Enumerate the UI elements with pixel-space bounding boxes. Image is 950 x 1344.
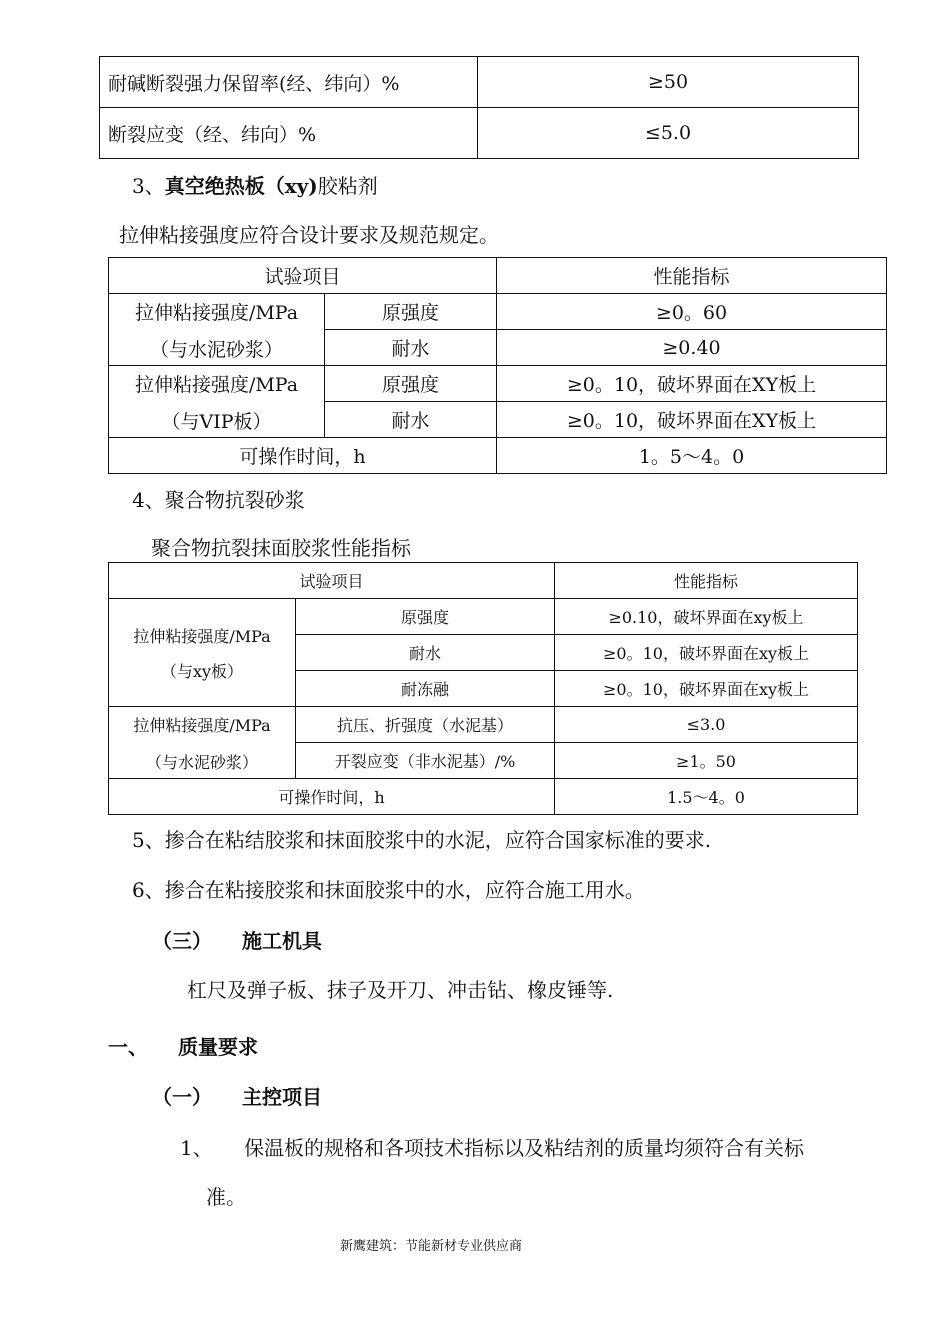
section-4-description: 聚合物抗裂抹面胶浆性能指标 <box>151 536 411 560</box>
sub-item-cell: 耐冻融 <box>296 671 555 707</box>
adhesive-performance-table <box>108 257 887 474</box>
section-number: 3、 <box>132 174 165 198</box>
table-cell: 耐碱断裂强力保留率(经、纬向）% <box>100 57 478 108</box>
op-time-value-cell: 1。5～4。0 <box>497 438 887 474</box>
op-time-label-cell: 可操作时间，h <box>109 779 555 815</box>
value-cell: ≥1。50 <box>555 743 858 779</box>
group-label-line: （与xy板） <box>160 661 244 681</box>
group-label-cell <box>109 366 325 438</box>
group-label-line: （与VIP板） <box>161 410 272 433</box>
paragraph-6: 6、掺合在粘接胶浆和抹面胶浆中的水，应符合施工用水。 <box>132 878 645 902</box>
group-label-line: （与水泥砂浆） <box>145 752 258 772</box>
group-label-cell <box>109 599 296 707</box>
value-cell: ≥0.40 <box>497 330 887 366</box>
table-row <box>100 57 859 108</box>
header-cell-performance: 性能指标 <box>555 563 858 599</box>
table-cell: ≤5.0 <box>478 108 859 159</box>
header-cell-performance: 性能指标 <box>497 258 887 294</box>
table-row <box>109 779 858 815</box>
op-time-value-cell: 1.5～4。0 <box>555 779 858 815</box>
subsection-number: （三） <box>152 929 212 953</box>
value-cell: ≥0。10，破坏界面在xy板上 <box>555 671 858 707</box>
sub-item-cell: 原强度 <box>325 366 497 402</box>
table-row <box>109 707 858 743</box>
header-cell-item: 试验项目 <box>109 563 555 599</box>
value-cell: ≥0。10，破坏界面在XY板上 <box>497 366 887 402</box>
section-3-heading <box>132 170 378 199</box>
table-row <box>109 599 858 635</box>
table-row <box>100 108 859 159</box>
group-label-line: 拉伸粘接强度/MPa <box>134 373 299 396</box>
tools-paragraph: 杠尺及弹子板、抹子及开刀、冲击钻、橡皮锤等. <box>187 978 614 1002</box>
subsection-title: 主控项目 <box>242 1085 322 1109</box>
sub-item-cell: 耐水 <box>296 635 555 671</box>
table-row <box>109 366 887 402</box>
table-header-row <box>109 258 887 294</box>
chapter-title: 质量要求 <box>178 1035 258 1059</box>
table-row <box>109 438 887 474</box>
table-cell: 断裂应变（经、纬向）% <box>100 108 478 159</box>
sub-item-cell: 开裂应变（非水泥基）/% <box>296 743 555 779</box>
group-label-cell <box>109 707 296 779</box>
header-cell-item: 试验项目 <box>109 258 497 294</box>
sub-item-cell: 耐水 <box>325 402 497 438</box>
sub-item-cell: 抗压、折强度（水泥基） <box>296 707 555 743</box>
chapter-number: 一、 <box>108 1035 148 1059</box>
group-label-cell <box>109 294 325 366</box>
item-1-line-1: 保温板的规格和各项技术指标以及粘结剂的质量均须符合有关标 <box>244 1136 804 1160</box>
chapter-1-heading <box>108 1031 258 1060</box>
op-time-label-cell: 可操作时间，h <box>109 438 497 474</box>
sub-item-cell: 原强度 <box>296 599 555 635</box>
page-footer: 新鹰建筑：节能新材专业供应商 <box>340 1239 523 1254</box>
group-label-line: 拉伸粘接强度/MPa <box>134 301 299 324</box>
value-cell: ≥0。10，破坏界面在xy板上 <box>555 635 858 671</box>
value-cell: ≥0。10，破坏界面在XY板上 <box>497 402 887 438</box>
item-1-number: 1、 <box>180 1136 213 1160</box>
item-1-line-2: 准。 <box>206 1185 246 1209</box>
material-spec-table <box>99 56 859 159</box>
sub-item-cell: 原强度 <box>325 294 497 330</box>
table-header-row <box>109 563 858 599</box>
table-cell: ≥50 <box>478 57 859 108</box>
sub-item-cell: 耐水 <box>325 330 497 366</box>
group-label-line: 拉伸粘接强度/MPa <box>133 715 271 735</box>
paragraph-5: 5、掺合在粘结胶浆和抹面胶浆中的水泥，应符合国家标准的要求. <box>132 828 712 852</box>
group-label-line: （与水泥砂浆） <box>149 338 283 361</box>
subsection-1-heading <box>152 1081 322 1110</box>
subsection-3-heading <box>152 925 322 954</box>
section-4-heading: 4、聚合物抗裂砂浆 <box>132 488 305 512</box>
subsection-number: （一） <box>152 1085 212 1109</box>
section-3-description: 拉伸粘接强度应符合设计要求及规范规定。 <box>119 223 499 247</box>
mortar-performance-table <box>108 562 858 815</box>
table-row <box>109 294 887 330</box>
group-label-line: 拉伸粘接强度/MPa <box>133 626 271 646</box>
section-title-rest: 胶粘剂 <box>317 174 378 198</box>
value-cell: ≥0。60 <box>497 294 887 330</box>
subsection-title: 施工机具 <box>242 929 322 953</box>
section-title-bold: 真空绝热板（xy) <box>164 174 318 198</box>
value-cell: ≥0.10，破坏界面在xy板上 <box>555 599 858 635</box>
value-cell: ≤3.0 <box>555 707 858 743</box>
